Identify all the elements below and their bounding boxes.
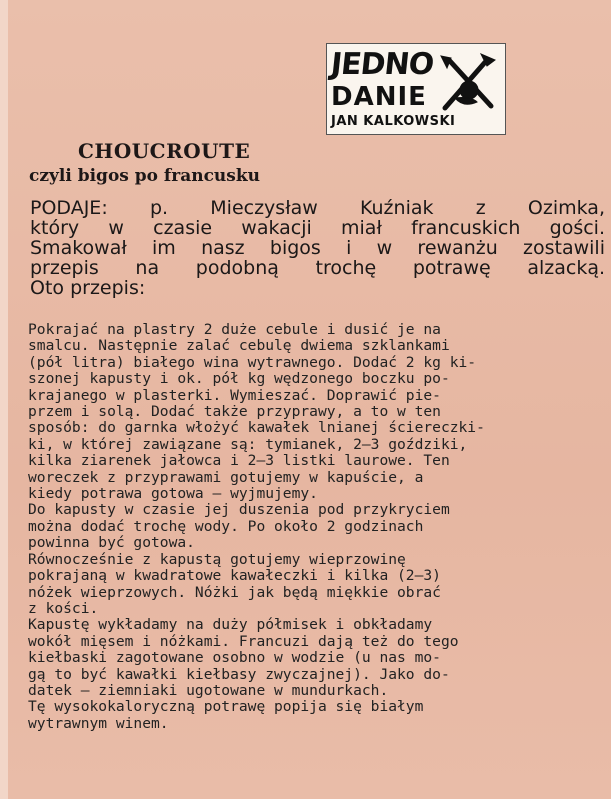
article-title: CHOUCROUTE — [78, 139, 251, 163]
article-intro — [30, 198, 605, 298]
body-line: kiełbaski zagotowane osobno w wodzie (u nas mo- — [28, 649, 441, 667]
body-line: nóżek wieprzowych. Nóżki jak będą miękkie obrać — [28, 583, 441, 601]
body-line: ki, w której zawiązane są: tymianek, 2—3 goździki, — [28, 435, 468, 453]
recipe-body — [28, 322, 608, 732]
body-line: kiedy potrawa gotowa — wyjmujemy. — [28, 485, 318, 503]
body-line: Tę wysokokaloryczną potrawę popija się białym — [28, 698, 424, 716]
body-line: przem i solą. Dodać także przyprawy, a to w ten — [28, 403, 441, 421]
body-line: sposób: do garnka włożyć kawałek lnianej ściereczki- — [28, 419, 485, 437]
body-line: wytrawnym winem. — [28, 714, 169, 732]
body-line: Pokrajać na plastry 2 duże cebule i dusić je na — [28, 321, 441, 338]
body-line: szonej kapusty i ok. pół kg wędzonego boczku po- — [28, 370, 450, 388]
body-line: Równocześnie z kapustą gotujemy wieprzowinę — [28, 550, 406, 568]
body-line: krajanego w plasterki. Wymieszać. Doprawić pie- — [28, 386, 441, 404]
article-subtitle: czyli bigos po francusku — [29, 166, 260, 186]
author-name: JAN KALKOWSKI — [331, 114, 456, 129]
column-title-danie: DANIE — [331, 82, 427, 112]
crossed-utensils-icon — [435, 50, 501, 116]
column-logo — [326, 43, 506, 135]
intro-line: Oto przepis: — [30, 277, 146, 299]
body-line: z kości. — [28, 599, 99, 617]
body-line: Do kapusty w czasie jej duszenia pod przykryciem — [28, 501, 450, 519]
body-line: datek — ziemniaki ugotowane w mundurkach. — [28, 681, 389, 699]
body-line: powinna być gotowa. — [28, 534, 195, 552]
intro-line: PODAJE: p. Mieczysław Kuźniak z Ozimka, — [30, 197, 605, 219]
body-line: smalcu. Następnie zalać cebulę dwiema szklankami — [28, 337, 450, 355]
body-line: (pół litra) białego wina wytrawnego. Dodać 2 kg ki- — [28, 353, 477, 371]
body-line: gą to być kawałki kiełbasy zwyczajnej). Jako do- — [28, 665, 450, 683]
body-line: można dodać trochę wody. Po około 2 godzinach — [28, 517, 424, 535]
intro-line: który w czasie wakacji miał francuskich gości. — [30, 217, 605, 239]
intro-line: Smakował im nasz bigos i w rewanżu zostawili — [30, 237, 605, 259]
clipping-edge — [0, 0, 8, 799]
column-title-jedno: JEDNO — [329, 47, 436, 82]
body-line: kilka ziarenek jałowca i 2—3 listki laurowe. Ten — [28, 452, 450, 470]
intro-line: przepis na podobną trochę potrawę alzacką. — [30, 257, 605, 279]
body-line: pokrajaną w kwadratowe kawałeczki i kilka (2—3) — [28, 567, 441, 585]
body-line: wokół mięsem i nóżkami. Francuzi dają też do tego — [28, 632, 459, 650]
body-line: Kapustę wykładamy na duży półmisek i obkładamy — [28, 616, 433, 634]
body-line: woreczek z przyprawami gotujemy w kapuście, a — [28, 468, 424, 486]
